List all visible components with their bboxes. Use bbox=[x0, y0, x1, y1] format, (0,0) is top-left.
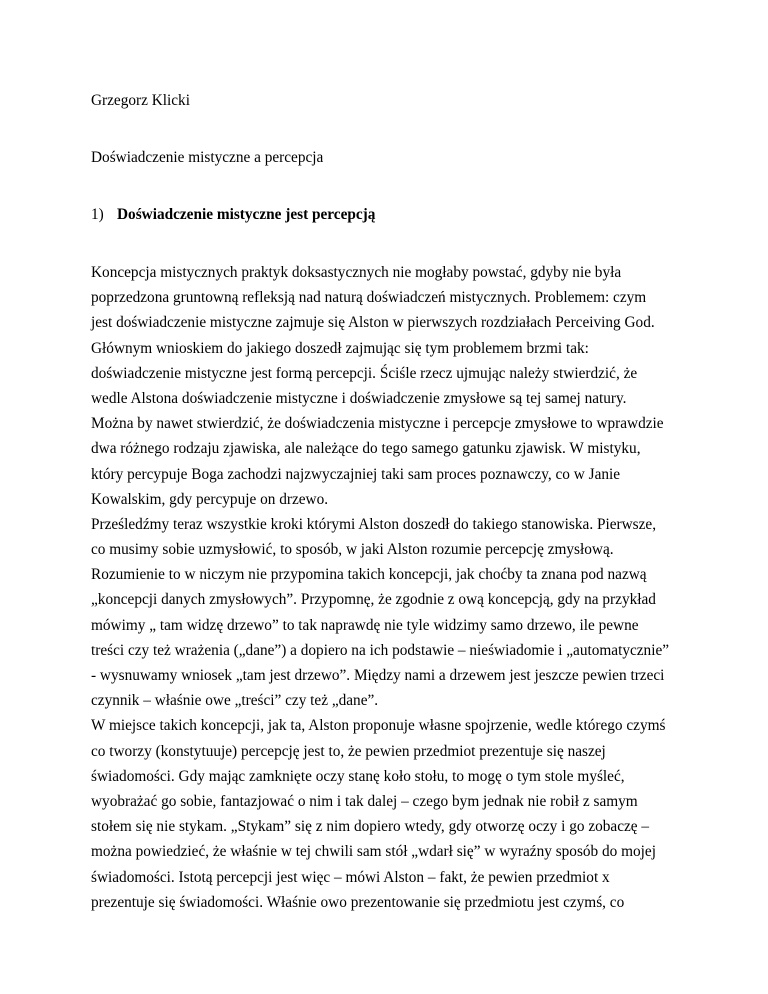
text-line: co tworzy (konstytuuje) percepcję jest to, że pewien przedmiot prezentuje się naszej bbox=[91, 742, 606, 760]
text-line: - wysnuwamy wniosek „tam jest drzewo”. Między nami a drzewem jest jeszcze pewien trzeci bbox=[91, 667, 665, 684]
text-line: Rozumienie to w niczym nie przypomina takich koncepcji, jak choćby ta znana pod nazwą bbox=[91, 566, 647, 584]
text-line: świadomości. Gdy mając zamknięte oczy stanę koło stołu, to mogę o tym stole myśleć, bbox=[91, 767, 625, 785]
text-line: poprzedzona gruntowną refleksją nad naturą doświadczeń mistycznych. Problemem: czym bbox=[91, 289, 647, 307]
text-line: prezentuje się świadomości. Właśnie owo prezentowanie się przedmiotu jest czymś, co bbox=[91, 893, 625, 911]
text-line: W miejsce takich koncepcji, jak ta, Alston proponuje własne spojrzenie, wedle którego czymś bbox=[91, 717, 666, 735]
text-line: wyobrażać go sobie, fantazjować o nim i tak dalej – czego bym jednak nie robił z samym bbox=[91, 792, 638, 810]
text-line: Koncepcja mistycznych praktyk doksastycznych nie mogłaby powstać, gdyby nie była bbox=[91, 264, 622, 281]
text-line: można powiedzieć, że właśnie w tej chwili sam stół „wdarł się” w wyraźny sposób do mojej bbox=[91, 843, 656, 861]
text-line: który percypuje Boga zachodzi najzwyczajniej taki sam proces poznawczy, co w Janie bbox=[91, 465, 621, 483]
section-number: 1) bbox=[91, 206, 104, 223]
text-line: „koncepcji danych zmysłowych”. Przypomnę, że zgodnie z ową koncepcją, gdy na przykład bbox=[91, 591, 656, 609]
text-line: świadomości. Istotą percepcji jest więc – mówi Alston – fakt, że pewien przedmiot x bbox=[91, 868, 610, 886]
text-line: jest doświadczenie mistyczne zajmuje się Alston w pierwszych rozdziałach Perceiving God. bbox=[91, 314, 655, 332]
text-line: treści czy też wrażenia („dane”) a dopiero na ich podstawie – nieświadomie i „automatycznie” bbox=[91, 641, 670, 659]
document-title: Doświadczenie mistyczne a percepcja bbox=[91, 149, 324, 166]
section-title: Doświadczenie mistyczne jest percepcją bbox=[117, 206, 376, 223]
text-line: stołem się nie stykam. „Stykam” się z nim dopiero wtedy, gdy otworzę oczy i go zobaczę – bbox=[91, 818, 650, 836]
text-line: Można by nawet stwierdzić, że doświadczenia mistyczne i percepcje zmysłowe to wprawdzie bbox=[91, 415, 664, 433]
text-line: czynnik – właśnie owe „treści” czy też „dane”. bbox=[91, 692, 379, 710]
text-line: Prześledźmy teraz wszystkie kroki którymi Alston doszedł do takiego stanowiska. Pierwsze, bbox=[91, 515, 657, 533]
author-name: Grzegorz Klicki bbox=[91, 92, 190, 109]
text-line: wedle Alstona doświadczenie mistyczne i doświadczenie zmysłowe są tej samej natury. bbox=[91, 389, 627, 407]
section-heading bbox=[91, 205, 375, 225]
text-line: mówimy „ tam widzę drzewo” to tak naprawdę nie tyle widzimy samo drzewo, ile pewne bbox=[91, 616, 639, 634]
text-line: co musimy sobie uzmysłowić, to sposób, w jaki Alston rozumie percepcję zmysłową. bbox=[91, 541, 614, 559]
text-line: Głównym wnioskiem do jakiego doszedł zajmując się tym problemem brzmi tak: bbox=[91, 339, 589, 357]
body-text bbox=[91, 263, 691, 918]
text-line: dwa różnego rodzaju zjawiska, ale należące do tego samego gatunku zjawisk. W mistyku, bbox=[91, 440, 641, 458]
text-line: Kowalskim, gdy percypuje on drzewo. bbox=[91, 490, 329, 508]
text-line: doświadczenie mistyczne jest formą percepcji. Ściśle rzecz ujmując należy stwierdzić, że bbox=[91, 364, 638, 382]
